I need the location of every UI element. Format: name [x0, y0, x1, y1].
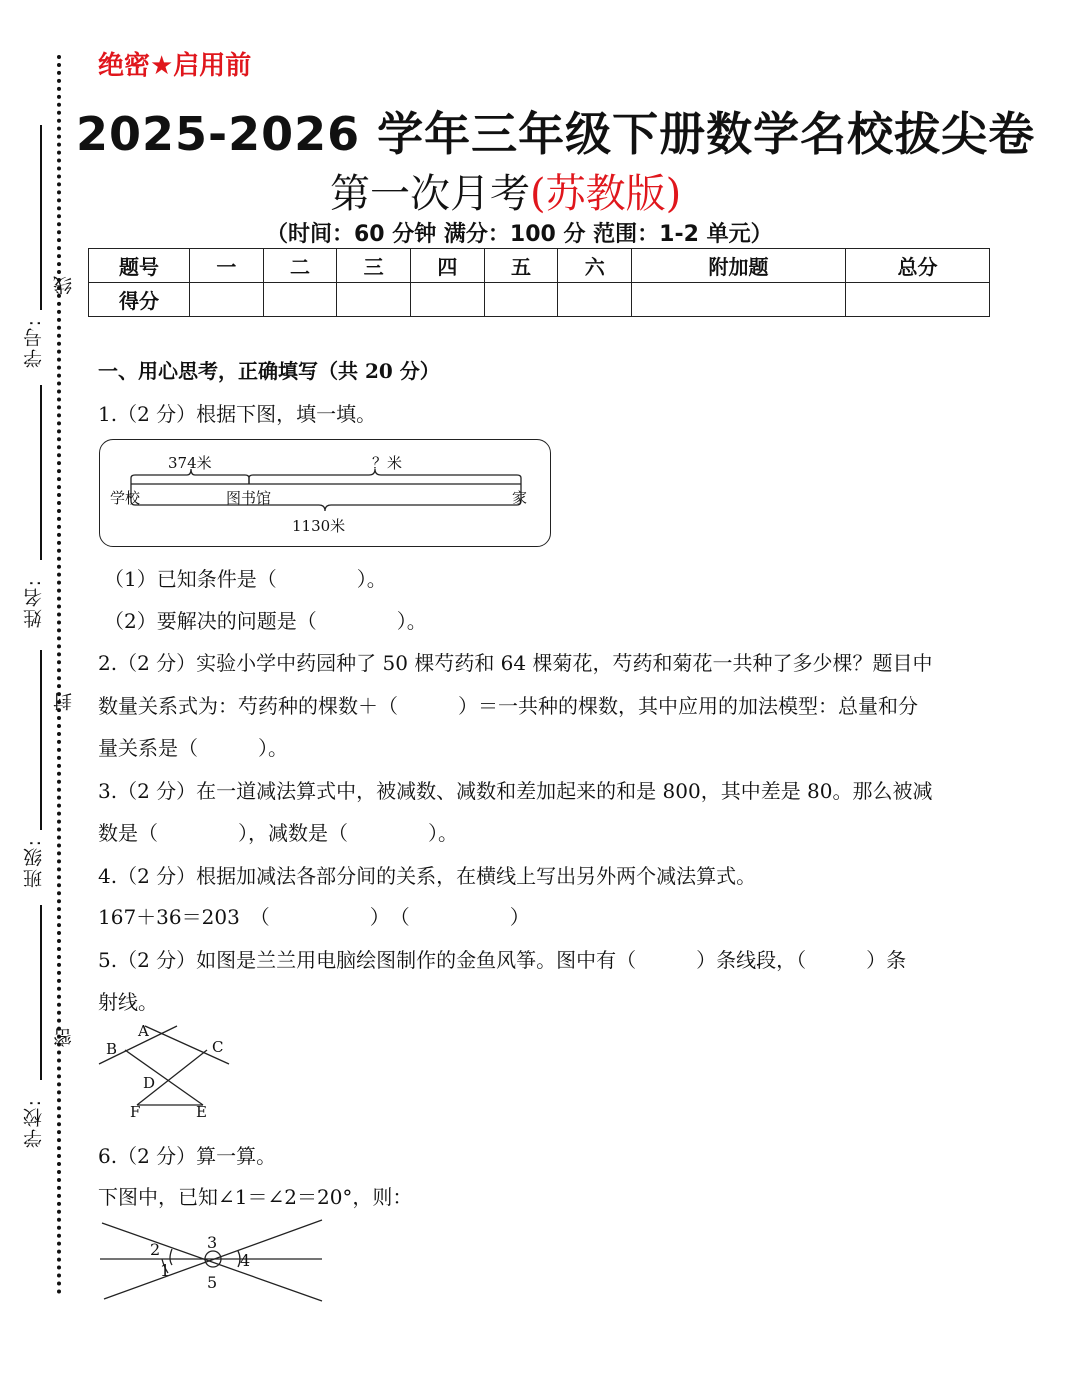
q1-sub2: （2）要解决的问题是（ ）。: [104, 609, 427, 633]
q6-angle-5: 5: [207, 1273, 218, 1292]
q1-label-start: 学校: [110, 489, 141, 507]
score-cell: 总分: [846, 249, 990, 283]
question-6-line1: 6.（2 分）算一算。: [98, 1144, 277, 1168]
q5-point-f: F: [130, 1103, 141, 1121]
score-input-cell[interactable]: [263, 283, 337, 317]
score-cell: 附加题: [632, 249, 846, 283]
question-4-line2: 167＋36＝203 （ ） （ ）: [98, 905, 530, 929]
q1-sub1: （1）已知条件是（ ）。: [104, 567, 387, 591]
score-input-cell[interactable]: [558, 283, 632, 317]
label-class: 班级:: [23, 838, 45, 889]
q1-label-end: 家: [512, 489, 528, 507]
q5-point-d: D: [143, 1074, 156, 1092]
q6-angle-3: 3: [207, 1233, 218, 1252]
subtitle-main: 第一次月考: [330, 171, 530, 217]
question-6-line2: 下图中，已知∠1＝∠2＝20°，则：: [98, 1185, 413, 1209]
score-input-cell[interactable]: [190, 283, 264, 317]
score-cell: 四: [411, 249, 485, 283]
score-cell: 二: [263, 249, 337, 283]
score-table-header-row: [89, 249, 990, 283]
binding-rule-4: [40, 905, 42, 1080]
q5-point-b: B: [106, 1040, 118, 1058]
question-2-line3: 量关系是（ ）。: [98, 736, 288, 760]
q1-label-seg2: ？米: [372, 454, 403, 472]
question-1: 1.（2 分）根据下图，填一填。: [98, 402, 377, 426]
q1-label-mid: 图书馆: [226, 489, 272, 507]
question-5-line2: 射线。: [98, 990, 158, 1014]
score-table: [88, 248, 990, 317]
q6-angle-4: 4: [240, 1251, 251, 1270]
exam-info: （时间：60 分钟 满分：100 分 范围：1-2 单元）: [266, 222, 773, 247]
mark-line: 线: [53, 276, 75, 295]
label-school: 学校:: [23, 1098, 45, 1149]
exam-title: 2025-2026 学年三年级下册数学名校拔尖卷: [76, 107, 1036, 161]
score-cell: 一: [190, 249, 264, 283]
binding-dotted-line: [57, 55, 61, 1295]
question-3-line2: 数是（ ），减数是（ ）。: [98, 821, 458, 845]
score-cell: 五: [484, 249, 558, 283]
question-3-line1: 3.（2 分）在一道减法算式中，被减数、减数和差加起来的和是 800，其中差是 80。那么被减: [98, 779, 933, 803]
score-input-cell[interactable]: [632, 283, 846, 317]
score-input-cell[interactable]: [411, 283, 485, 317]
q5-kite-figure: [95, 1020, 240, 1120]
mark-seal: 封: [53, 692, 75, 711]
score-input-cell[interactable]: [846, 283, 990, 317]
score-cell: 三: [337, 249, 411, 283]
mark-secret: 密: [53, 1028, 75, 1047]
binding-rule-1: [40, 125, 42, 310]
question-4-line1: 4.（2 分）根据加减法各部分间的关系，在横线上写出另外两个减法算式。: [98, 864, 757, 888]
question-2-line2: 数量关系式为：芍药种的棵数＋（ ）＝一共种的棵数，其中应用的加法模型：总量和分: [98, 694, 918, 718]
question-5-line1: 5.（2 分）如图是兰兰用电脑绘图制作的金鱼风筝。图中有（ ）条线段，（ ）条: [98, 948, 907, 972]
question-2-line1: 2.（2 分）实验小学中药园种了 50 棵芍药和 64 棵菊花，芍药和菊花一共种了多少棵？题目中: [98, 651, 933, 675]
q1-label-seg1: 374米: [168, 454, 212, 472]
q6-angle-2: 2: [150, 1240, 161, 1259]
q6-angle-figure: [98, 1215, 328, 1307]
subtitle-edition: (苏教版): [530, 171, 682, 217]
q5-point-a: A: [138, 1022, 149, 1040]
q1-label-total: 1130米: [292, 517, 346, 535]
q5-point-e: E: [196, 1103, 207, 1121]
secret-label: 绝密★启用前: [98, 51, 252, 81]
score-cell: 题号: [89, 249, 190, 283]
exam-subtitle: [330, 162, 681, 219]
q6-angle-1: 1: [160, 1261, 171, 1280]
score-table-score-row: [89, 283, 990, 317]
score-cell: 六: [558, 249, 632, 283]
score-input-cell[interactable]: [484, 283, 558, 317]
score-input-cell[interactable]: [337, 283, 411, 317]
section-heading: 一、用心思考，正确填写（共 20 分）: [98, 359, 440, 383]
label-student-id: 学号:: [23, 318, 45, 369]
binding-rule-2: [40, 385, 42, 560]
binding-rule-3: [40, 650, 42, 830]
q5-point-c: C: [212, 1038, 224, 1056]
score-row-label: 得分: [89, 283, 190, 317]
label-name: 姓名:: [23, 578, 45, 629]
